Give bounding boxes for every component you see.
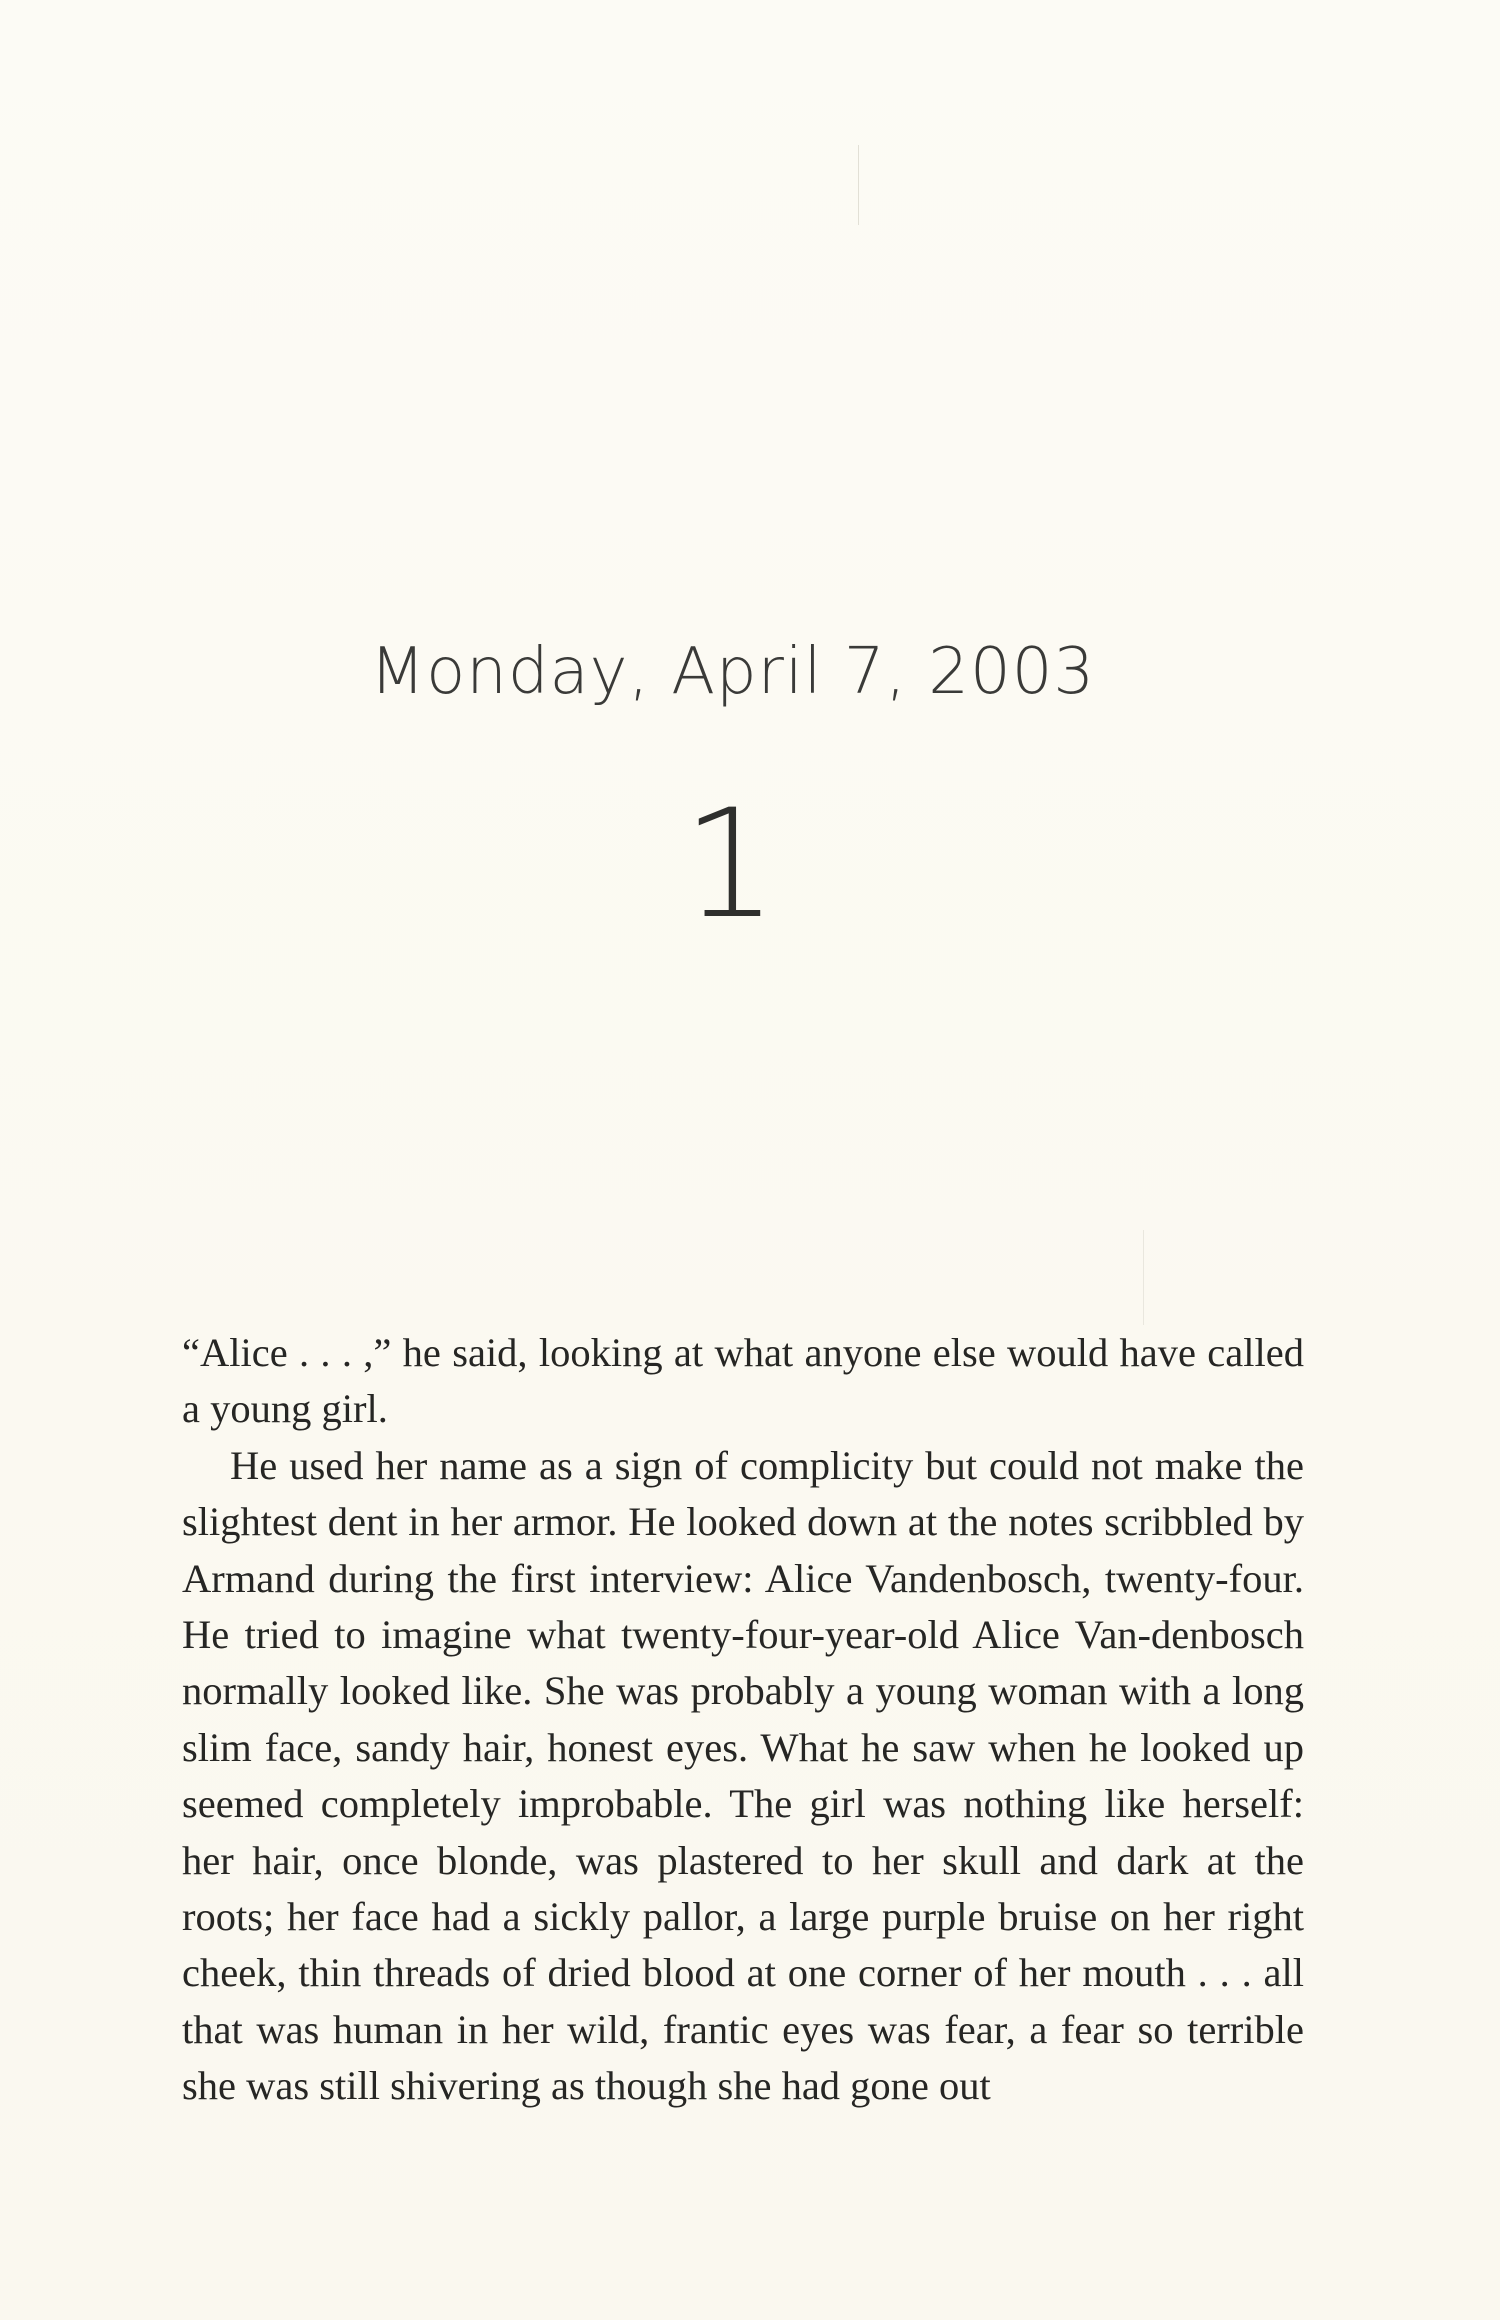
chapter-date-heading: Monday, April 7, 2003 [369,635,1096,709]
body-paragraph: “Alice . . . ,” he said, looking at what anyone else would have called a young girl. [182,1330,1304,1432]
chapter-number: 1 [682,778,778,952]
chapter-body [182,1325,1304,2115]
scan-artifact-line [1143,1230,1144,1325]
scan-artifact-line [858,145,859,225]
body-paragraph: He used her name as a sign of complicity but could not make the slightest dent in her armor. He looked down at the notes scribbled by Armand during the first interview: Alice Vandenbosch, twenty-four. He tried to imagine what twenty-four-year-old Alice Van-denbosch normally looked like. She was probably a young woman with a long slim face, sandy hair, honest eyes. What he saw when he looked up seemed completely improbable. The girl was nothing like herself: her hair, once blonde, was plastered to her skull and dark at the roots; her face had a sickly pallor, a large purple bruise on her right cheek, thin threads of dried blood at one corner of her mouth . . . all that was human in her wild, frantic eyes was fear, a fear so terrible she was still shivering as though she had gone out [182,1442,1304,2109]
